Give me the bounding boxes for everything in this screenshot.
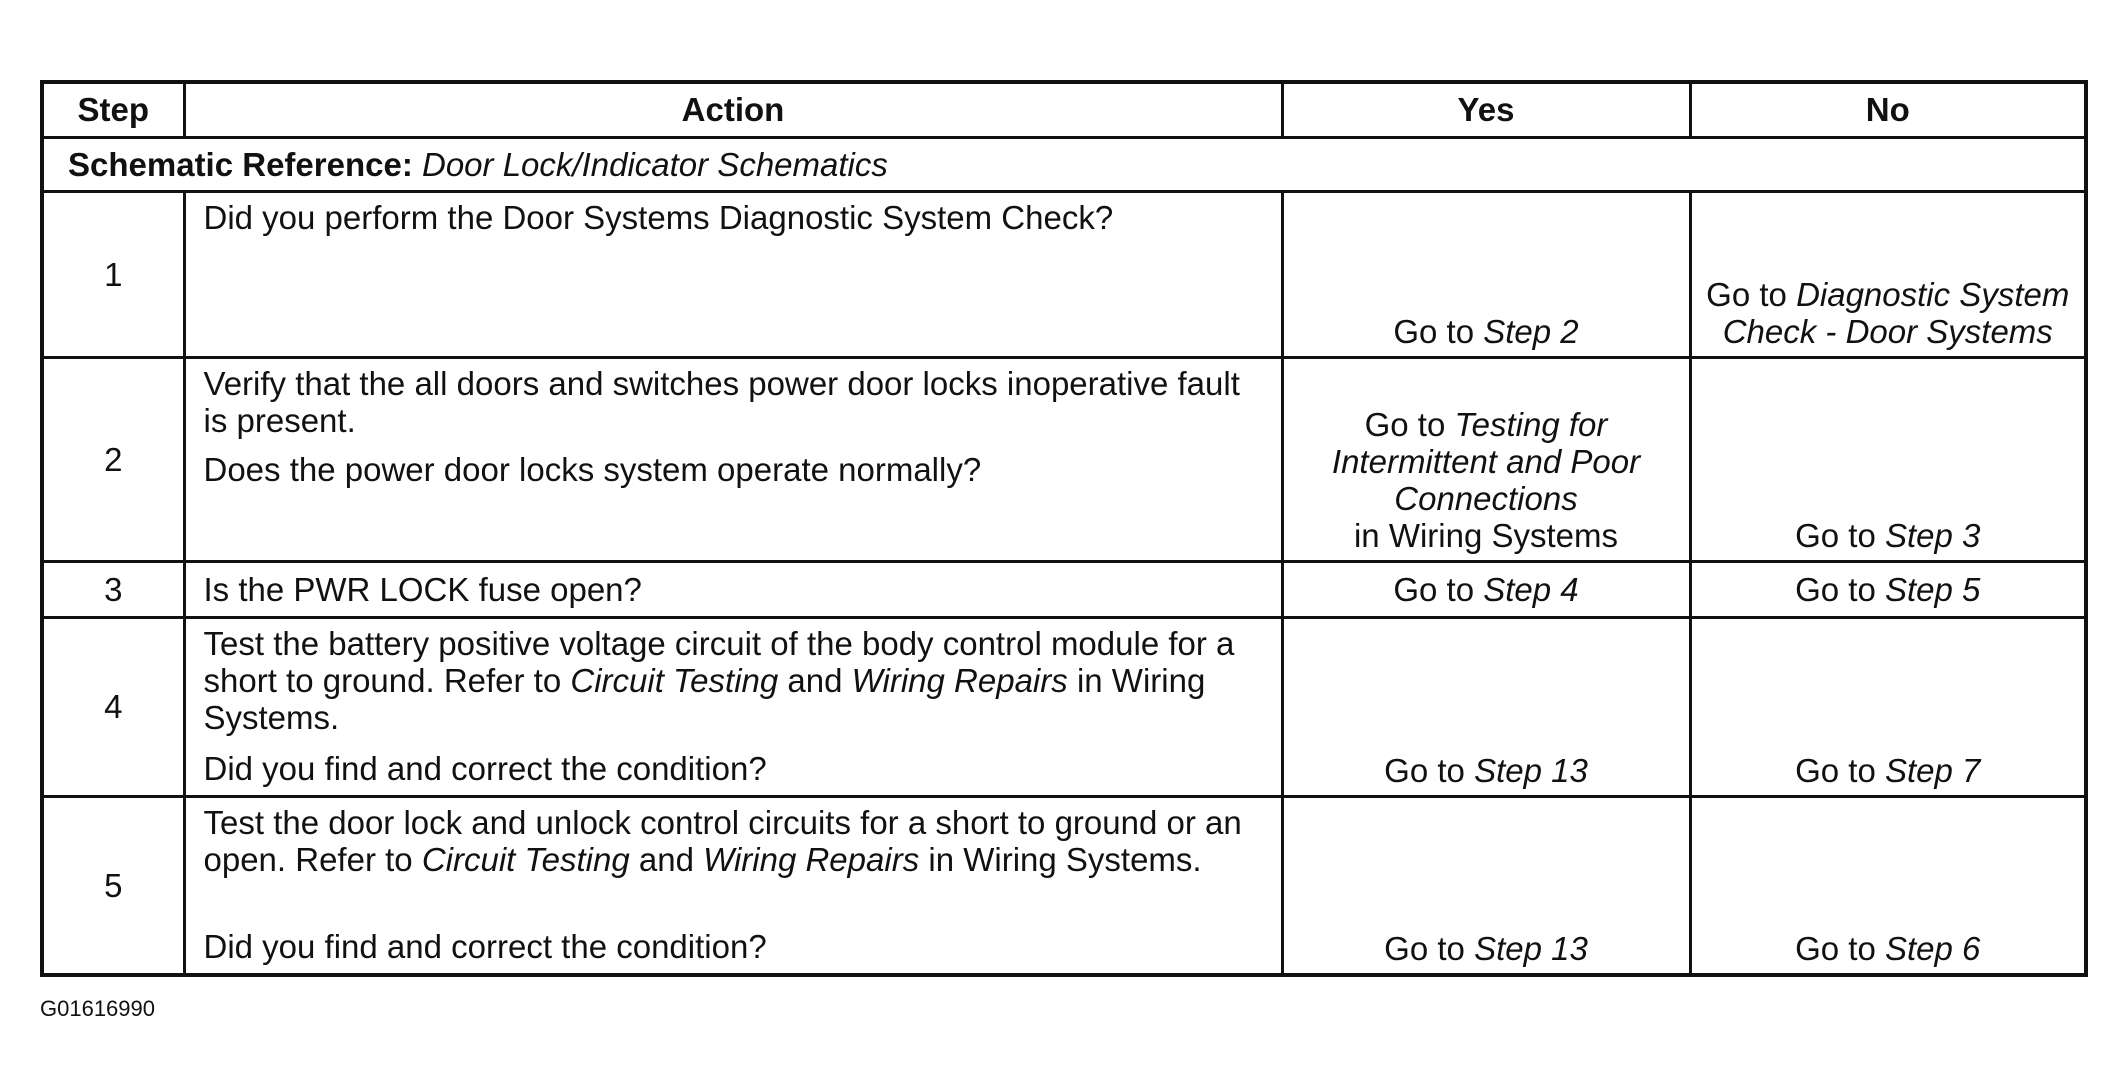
table-row bbox=[42, 191, 2086, 357]
yes-prefix: Go to bbox=[1384, 751, 1465, 789]
action-text-part: Test the door lock and unlock control circuits for a short to ground or an open. Refer to bbox=[203, 803, 1242, 878]
no-cell bbox=[1690, 796, 2086, 975]
yes-link[interactable]: Step 4 bbox=[1483, 570, 1579, 608]
no-cell bbox=[1690, 191, 2086, 357]
step-number: 4 bbox=[42, 617, 184, 796]
yes-link[interactable]: Testing for Intermittent and Poor Connections bbox=[1331, 405, 1641, 517]
no-prefix: Go to bbox=[1795, 930, 1876, 967]
yes-prefix: Go to bbox=[1393, 570, 1475, 608]
action-cell bbox=[184, 561, 1282, 617]
action-text-part: in Wiring Systems. bbox=[928, 840, 1202, 878]
no-link[interactable]: Step 6 bbox=[1884, 930, 1981, 967]
step-number: 5 bbox=[42, 796, 184, 975]
header-yes: Yes bbox=[1282, 82, 1690, 137]
no-cell bbox=[1690, 561, 2086, 617]
step-number: 1 bbox=[42, 191, 184, 357]
action-text-part: in Wiring Systems. bbox=[203, 661, 1206, 736]
header-no: No bbox=[1690, 82, 2086, 137]
action-cell bbox=[184, 796, 1282, 975]
yes-cell bbox=[1282, 561, 1690, 617]
yes-link[interactable]: Step 2 bbox=[1483, 312, 1579, 350]
yes-prefix: Go to bbox=[1384, 930, 1465, 967]
action-text: Is the PWR LOCK fuse open? bbox=[203, 570, 642, 608]
no-link[interactable]: Diagnostic System Check - Door Systems bbox=[1722, 275, 2070, 350]
action-question: Did you find and correct the condition? bbox=[203, 928, 767, 965]
yes-link[interactable]: Step 13 bbox=[1474, 751, 1588, 789]
table-row bbox=[42, 561, 2086, 617]
table-row bbox=[42, 617, 2086, 796]
table-row bbox=[42, 796, 2086, 975]
step-number: 2 bbox=[42, 357, 184, 561]
no-prefix: Go to bbox=[1795, 570, 1876, 608]
action-text-and: and bbox=[638, 840, 694, 878]
table-row bbox=[42, 357, 2086, 561]
action-text bbox=[204, 625, 1263, 736]
action-text bbox=[204, 804, 1263, 878]
no-cell bbox=[1690, 617, 2086, 796]
yes-cell bbox=[1282, 617, 1690, 796]
yes-cell bbox=[1282, 796, 1690, 975]
no-prefix: Go to bbox=[1795, 751, 1876, 789]
no-link[interactable]: Step 3 bbox=[1884, 516, 1981, 554]
action-text-and: and bbox=[787, 661, 843, 699]
action-question: Did you find and correct the condition? bbox=[203, 749, 767, 787]
wiring-repairs-link[interactable]: Wiring Repairs bbox=[851, 661, 1068, 699]
schematic-reference-link[interactable]: Door Lock/Indicator Schematics bbox=[422, 145, 888, 183]
yes-prefix: Go to bbox=[1393, 312, 1475, 350]
action-cell bbox=[184, 617, 1282, 796]
action-cell bbox=[184, 357, 1282, 561]
no-link[interactable]: Step 7 bbox=[1884, 751, 1981, 789]
circuit-testing-link[interactable]: Circuit Testing bbox=[421, 840, 630, 878]
yes-link[interactable]: Step 13 bbox=[1474, 930, 1588, 967]
yes-cell bbox=[1282, 357, 1690, 561]
action-text-part: Test the battery positive voltage circuit of the body control module for a short to ground. Refer to bbox=[203, 624, 1235, 699]
wiring-repairs-link[interactable]: Wiring Repairs bbox=[703, 840, 920, 878]
yes-prefix: Go to bbox=[1364, 405, 1446, 443]
step-number: 3 bbox=[42, 561, 184, 617]
header-step: Step bbox=[42, 82, 184, 137]
circuit-testing-link[interactable]: Circuit Testing bbox=[570, 661, 779, 699]
no-prefix: Go to bbox=[1795, 516, 1876, 554]
schematic-reference bbox=[42, 137, 2086, 191]
action-question: Does the power door locks system operate normally? bbox=[203, 450, 982, 488]
diagnostic-table bbox=[40, 80, 2088, 977]
no-prefix: Go to bbox=[1706, 275, 1787, 313]
action-text: Verify that the all doors and switches power door locks inoperative fault is present. bbox=[203, 364, 1240, 439]
figure-id: G01616990 bbox=[40, 996, 155, 1021]
no-link[interactable]: Step 5 bbox=[1884, 570, 1981, 608]
action-cell bbox=[184, 191, 1282, 357]
action-text: Did you perform the Door Systems Diagnostic System Check? bbox=[203, 198, 1114, 236]
schematic-reference-label: Schematic Reference: bbox=[68, 145, 413, 183]
yes-suffix: in Wiring Systems bbox=[1353, 516, 1619, 554]
yes-cell bbox=[1282, 191, 1690, 357]
header-action: Action bbox=[184, 82, 1282, 137]
no-cell bbox=[1690, 357, 2086, 561]
schematic-reference-row bbox=[42, 137, 2086, 191]
header-row bbox=[42, 82, 2086, 137]
